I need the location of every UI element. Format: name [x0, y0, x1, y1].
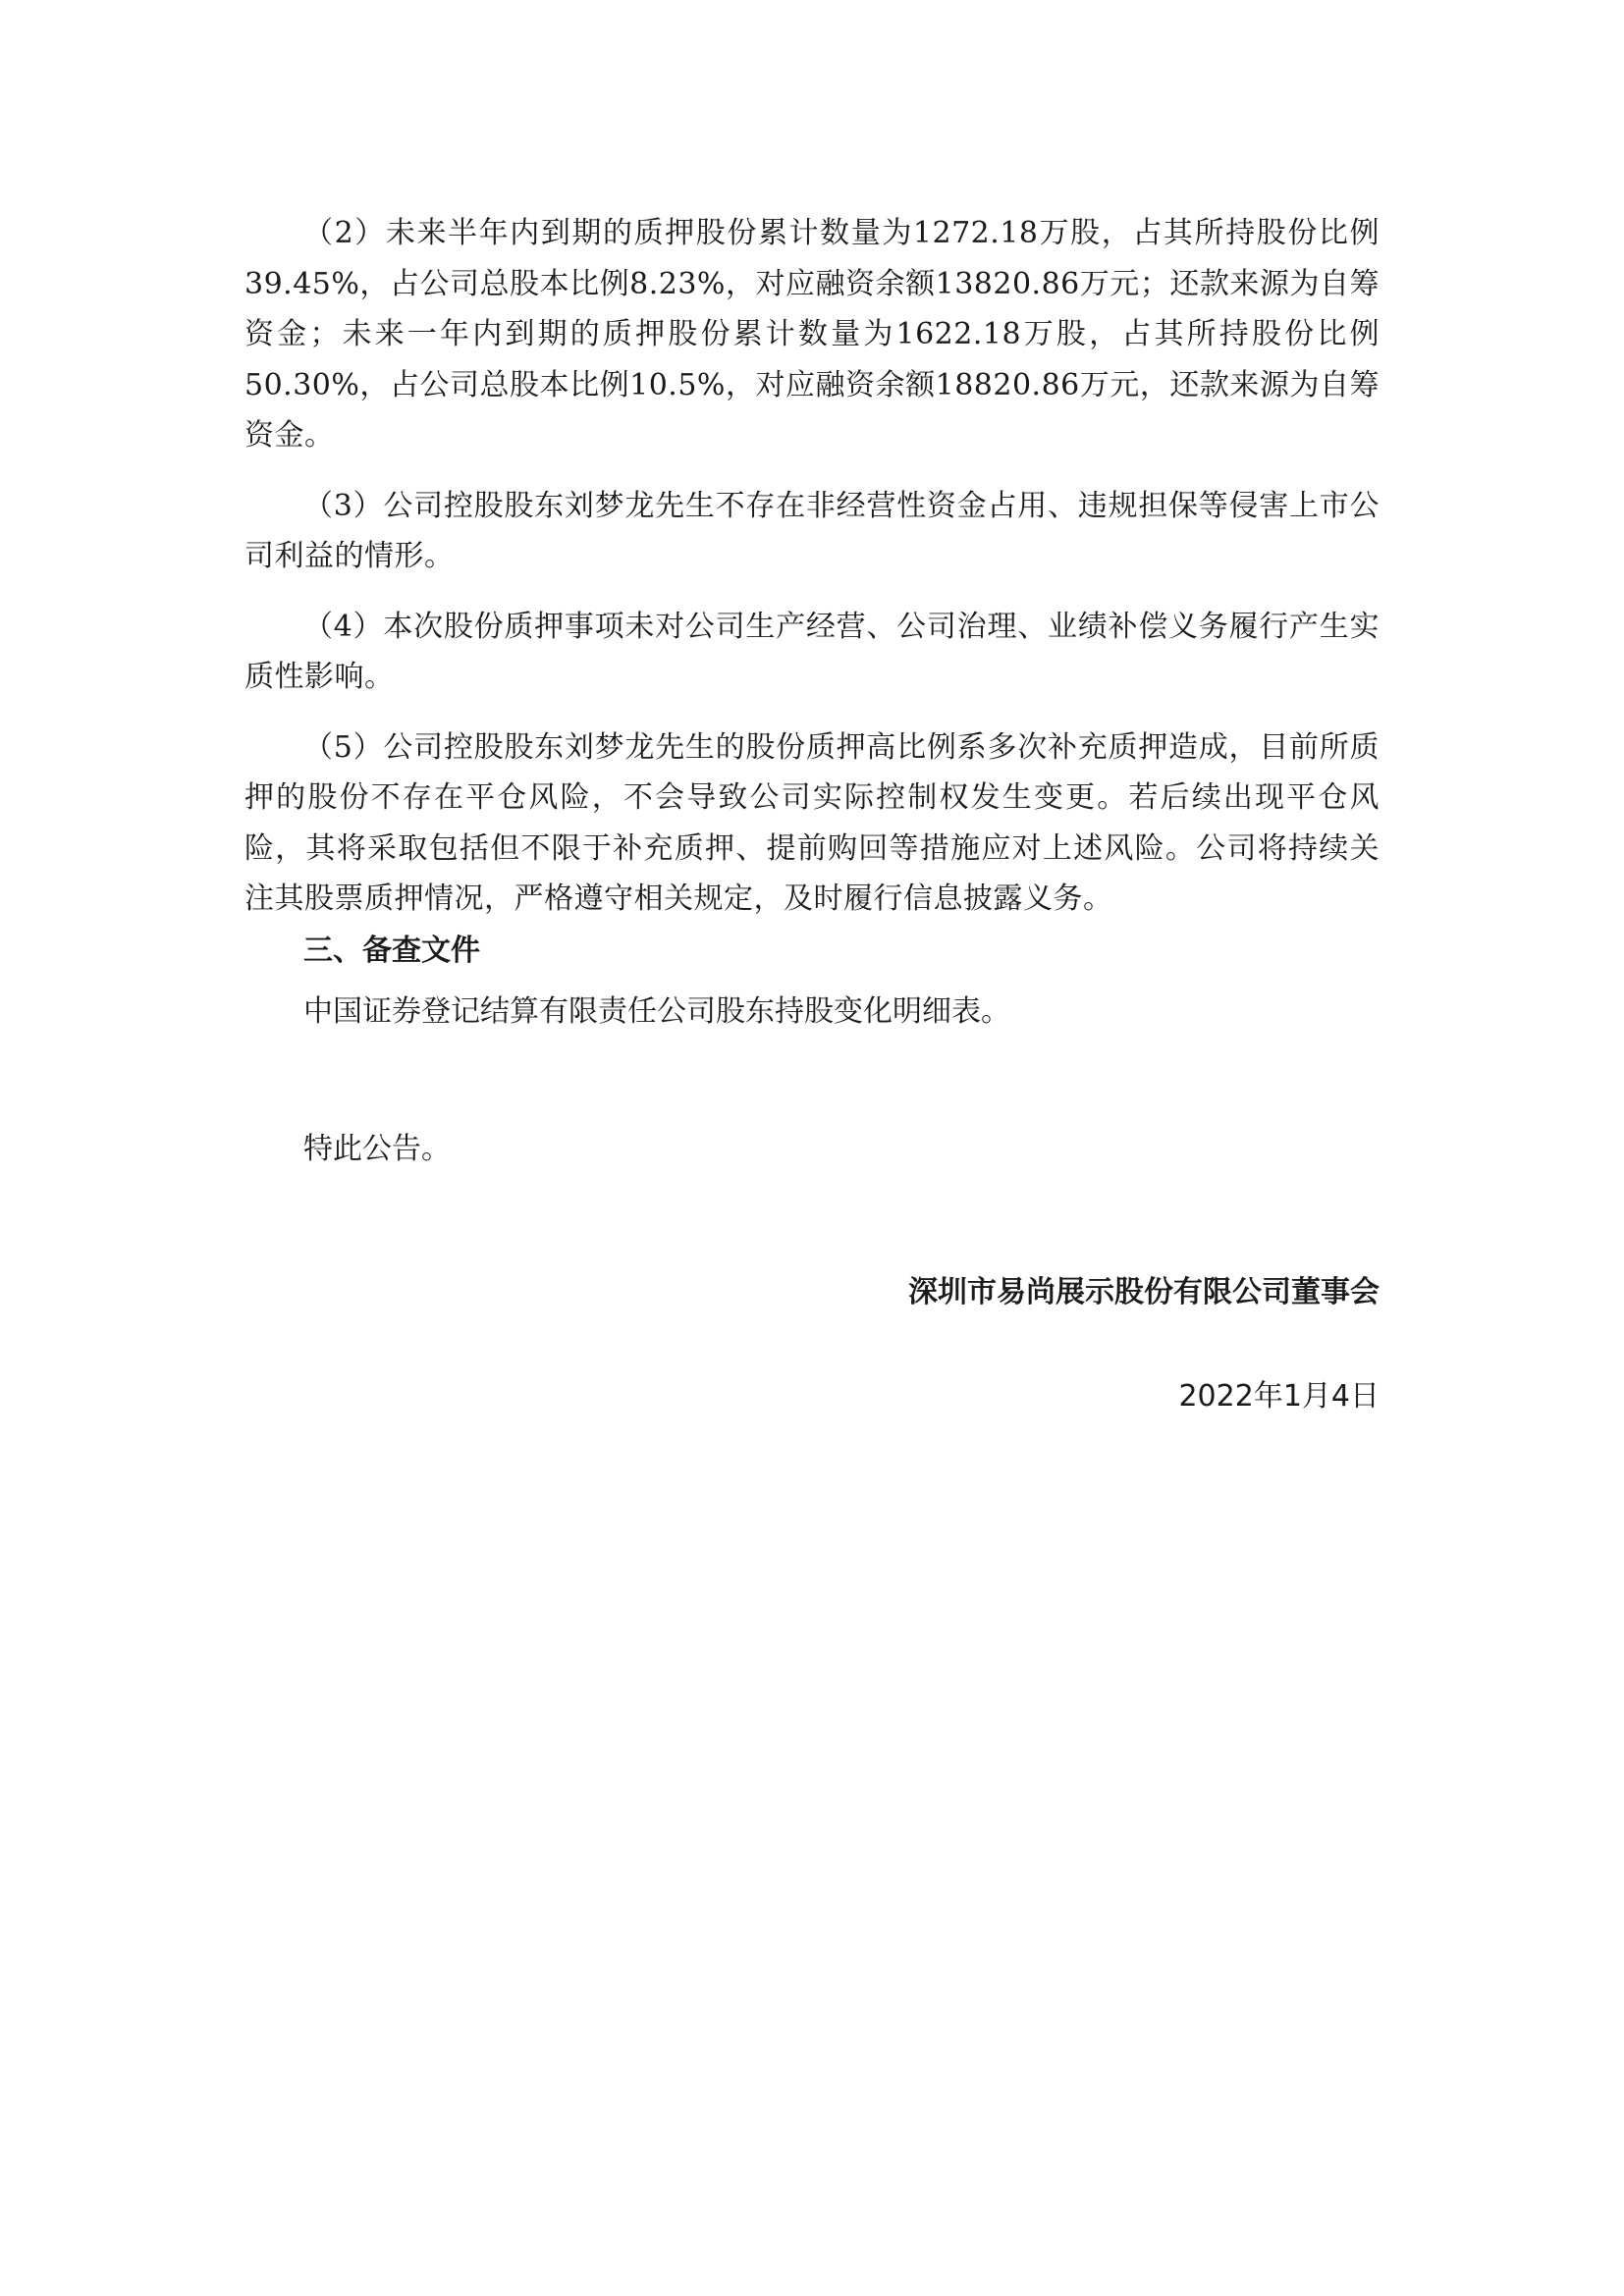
signature-date: 2022年1月4日	[1178, 1378, 1380, 1414]
paragraph-item-3: （3）公司控股股东刘梦龙先生不存在非经营性资金占用、违规担保等侵害上市公司利益的情形。	[244, 488, 1380, 573]
signature-company: 深圳市易尚展示股份有限公司董事会	[908, 1274, 1380, 1309]
closing-notice: 特此公告。	[303, 1131, 451, 1166]
paragraph-item-4: （4）本次股份质押事项未对公司生产经营、公司治理、业绩补偿义务履行产生实质性影响。	[244, 609, 1380, 694]
paragraph-item-5: （5）公司控股股东刘梦龙先生的股份质押高比例系多次补充质押造成，目前所质押的股份不存在平仓风险，不会导致公司实际控制权发生变更。若后续出现平仓风险，其将采取包括但不限于补充质押、提前购回等措施应对上述风险。公司将持续关注其股票质押情况，严格遵守相关规定，及时履行信息披露义务。	[244, 729, 1380, 916]
reference-file-item: 中国证券登记结算有限责任公司股东持股变化明细表。	[303, 993, 1010, 1029]
signature-block	[244, 1266, 1380, 1423]
paragraph-item-2: （2）未来半年内到期的质押股份累计数量为1272.18万股，占其所持股份比例39.45%，占公司总股本比例8.23%，对应融资余额13820.86万元；还款来源为自筹资金；未来一年内到期的质押股份累计数量为1622.18万股，占其所持股份比例50.30%，占公司总股本比例10.5%，对应融资余额18820.86万元，还款来源为自筹资金。	[244, 216, 1380, 453]
document-body	[244, 208, 1380, 1423]
section-heading-reference-files: 三、备查文件	[303, 933, 480, 968]
